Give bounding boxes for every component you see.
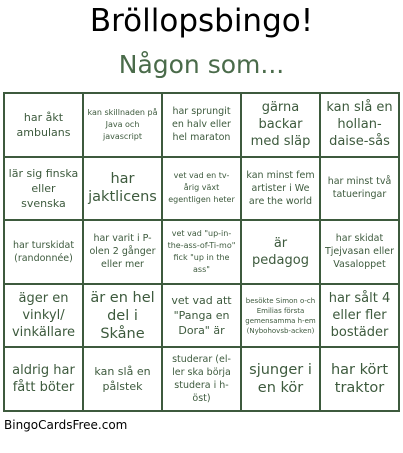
bingo-cell[interactable]: kan slå en pålstek — [83, 347, 162, 411]
bingo-cell[interactable]: vet vad en tv-årig växt egentligen heter — [162, 157, 241, 221]
bingo-cell[interactable]: har sålt 4 eller fler bostäder — [320, 284, 399, 348]
bingo-cell[interactable]: vet vad att "Panga en Dora" är — [162, 284, 241, 348]
bingo-cell[interactable]: gärna backar med släp — [241, 93, 320, 157]
bingo-cell[interactable]: kan skillnaden på Java och javascript — [83, 93, 162, 157]
bingo-cell[interactable]: studerar (el-ler ska börja studera i h-öst) — [162, 347, 241, 411]
bingo-cell[interactable]: kan minst fem artister i We are the world — [241, 157, 320, 221]
bingo-cell[interactable]: sjunger i en kör — [241, 347, 320, 411]
page-subtitle: Någon som... — [118, 50, 285, 79]
bingo-cell[interactable]: har åkt ambulans — [4, 93, 83, 157]
bingo-cell[interactable]: lär sig finska eller svenska — [4, 157, 83, 221]
bingo-cell[interactable]: har kört traktor — [320, 347, 399, 411]
bingo-cell[interactable]: besökte Simon o-ch Emilias första gemensamma h-em (Nybohovsb-acken) — [241, 284, 320, 348]
bingo-cell[interactable]: har varit i P-olen 2 gånger eller mer — [83, 220, 162, 284]
bingo-cell[interactable]: aldrig har fått böter — [4, 347, 83, 411]
bingo-cell[interactable]: har minst två tatueringar — [320, 157, 399, 221]
footer-credit: BingoCardsFree.com — [4, 418, 128, 432]
bingo-cell[interactable]: äger en vinkyl/ vinkällare — [4, 284, 83, 348]
bingo-cell[interactable]: har jaktlicens — [83, 157, 162, 221]
bingo-cell[interactable]: har turskidat (randonnée) — [4, 220, 83, 284]
bingo-cell[interactable]: har skidat Tjejvasan eller Vasaloppet — [320, 220, 399, 284]
bingo-cell[interactable]: är en hel del i Skåne — [83, 284, 162, 348]
bingo-cell[interactable]: kan slå en hollan-daise-sås — [320, 93, 399, 157]
bingo-cell[interactable]: vet vad "up-in-the-ass-of-Ti-mo" fick "up in the ass" — [162, 220, 241, 284]
page-title: Bröllopsbingo! — [89, 3, 314, 39]
bingo-cell[interactable]: är pedagog — [241, 220, 320, 284]
bingo-grid — [3, 92, 400, 412]
bingo-cell[interactable]: har sprungit en halv eller hel maraton — [162, 93, 241, 157]
